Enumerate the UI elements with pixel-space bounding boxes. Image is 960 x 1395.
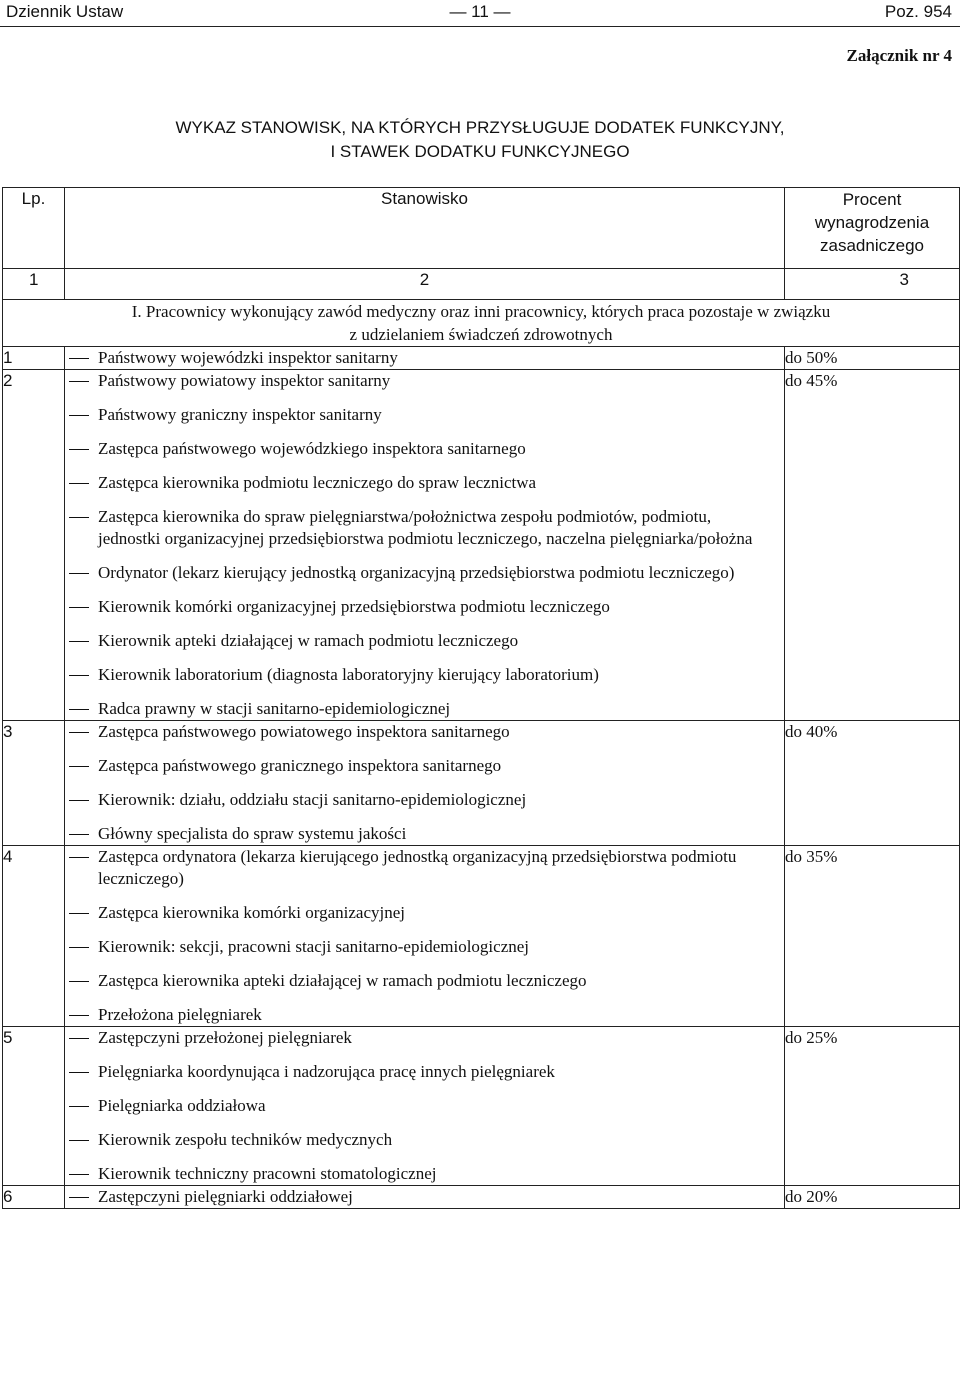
position-name: Zastępca państwowego wojewódzkiego inspektora sanitarnego [98,439,526,458]
dash-icon [69,1106,89,1107]
position-name: Przełożona pielęgniarek [98,1005,262,1024]
position-name: Państwowy graniczny inspektor sanitarny [98,405,382,424]
position-name: Kierownik techniczny pracowni stomatologicznej [98,1164,437,1183]
dash-icon [69,641,89,642]
column-number-1: 1 [3,269,65,300]
row-lp: 1 [3,347,65,370]
dash-icon [69,709,89,710]
position-item [65,698,784,720]
dash-icon [69,857,89,858]
row-positions [65,347,785,370]
title-line-1: WYKAZ STANOWISK, NA KTÓRYCH PRZYSŁUGUJE DODATEK FUNKCYJNY, [175,118,785,137]
table-row [3,1186,960,1209]
position-name: Zastępca ordynatora (lekarza kierującego jednostką organizacyjną przedsiębiorstwa podmiotu leczniczego) [98,847,737,888]
position-item [65,789,784,811]
position-name: Zastępca kierownika do spraw pielęgniarstwa/położnictwa zespołu podmiotów, podmiotu, jednostki organizacyjnej przedsiębiorstwa podmiotu leczniczego, naczelna pielęgniarka/położna [98,507,753,548]
dash-icon [69,947,89,948]
position-item [65,721,784,743]
position-name: Pielęgniarka oddziałowa [98,1096,266,1115]
position-item [65,1061,784,1083]
dash-icon [69,1072,89,1073]
table-row [3,721,960,846]
page-number: — 11 — [449,2,511,21]
row-percent: do 40% [785,721,960,846]
dash-icon [69,358,89,359]
position-name: Radca prawny w stacji sanitarno-epidemiologicznej [98,699,451,718]
position-item [65,823,784,845]
position-item [65,1027,784,1049]
header-percent-line-3: zasadniczego [820,236,924,255]
position-name: Ordynator (lekarz kierujący jednostką organizacyjną przedsiębiorstwa podmiotu leczniczego) [98,563,735,582]
dash-icon [69,607,89,608]
position-item [65,846,784,890]
dash-icon [69,834,89,835]
header-row [3,188,960,269]
dash-icon [69,675,89,676]
header-percent-line-1: Procent [842,190,902,209]
dash-icon [69,1197,89,1198]
position-name: Kierownik komórki organizacyjnej przedsiębiorstwa podmiotu leczniczego [98,597,610,616]
section-heading-line-2: z udzielaniem świadczeń zdrowotnych [349,325,613,344]
page-header [0,0,960,27]
dash-icon [69,981,89,982]
position-item [65,970,784,992]
dash-icon [69,415,89,416]
row-positions [65,721,785,846]
row-lp: 5 [3,1027,65,1186]
dash-icon [69,1174,89,1175]
header-lp: Lp. [3,188,65,269]
position-number: Poz. 954 [884,2,952,21]
position-item [65,438,784,460]
header-percent-line-2: wynagrodzenia [814,213,930,232]
position-item [65,472,784,494]
position-item [65,755,784,777]
position-item [65,664,784,686]
position-name: Kierownik: sekcji, pracowni stacji sanitarno-epidemiologicznej [98,937,530,956]
row-lp: 6 [3,1186,65,1209]
dash-icon [69,573,89,574]
dash-icon [69,1015,89,1016]
position-item [65,1186,784,1208]
row-positions [65,1186,785,1209]
column-number-row [3,269,960,300]
column-number-3: 3 [785,269,960,300]
table-row [3,846,960,1027]
position-name: Zastępca państwowego powiatowego inspektora sanitarnego [98,722,510,741]
position-name: Główny specjalista do spraw systemu jakości [98,824,407,843]
position-item [65,936,784,958]
section-heading [3,300,960,347]
title-line-2: I STAWEK DODATKU FUNKCYJNEGO [330,142,630,161]
dash-icon [69,517,89,518]
position-item [65,506,784,550]
dash-icon [69,1038,89,1039]
dash-icon [69,381,89,382]
header-position: Stanowisko [65,188,785,269]
position-name: Zastępca kierownika podmiotu leczniczego do spraw lecznictwa [98,473,537,492]
row-percent: do 25% [785,1027,960,1186]
position-name: Zastępca państwowego granicznego inspektora sanitarnego [98,756,502,775]
position-item [65,1163,784,1185]
position-item [65,370,784,392]
position-name: Kierownik zespołu techników medycznych [98,1130,393,1149]
position-item [65,1004,784,1026]
position-item [65,630,784,652]
section-heading-line-1: I. Pracownicy wykonujący zawód medyczny oraz inni pracownicy, których praca pozostaje w związku [131,302,831,321]
position-name: Pielęgniarka koordynująca i nadzorująca pracę innych pielęgniarek [98,1062,555,1081]
dash-icon [69,732,89,733]
dash-icon [69,1140,89,1141]
row-percent: do 35% [785,846,960,1027]
section-row [3,300,960,347]
row-percent: do 20% [785,1186,960,1209]
dash-icon [69,766,89,767]
dash-icon [69,483,89,484]
table-row [3,1027,960,1186]
position-item [65,404,784,426]
position-name: Państwowy wojewódzki inspektor sanitarny [98,348,398,367]
column-number-2: 2 [65,269,785,300]
position-name: Kierownik: działu, oddziału stacji sanitarno-epidemiologicznej [98,790,527,809]
position-name: Kierownik laboratorium (diagnosta laboratoryjny kierujący laboratorium) [98,665,599,684]
row-percent: do 50% [785,347,960,370]
row-percent: do 45% [785,370,960,721]
position-item [65,902,784,924]
document-title [0,116,960,164]
dash-icon [69,800,89,801]
dash-icon [69,449,89,450]
position-name: Zastępczyni pielęgniarki oddziałowej [98,1187,353,1206]
annex-label: Załącznik nr 4 [846,46,952,65]
positions-table [2,187,960,1209]
position-name: Państwowy powiatowy inspektor sanitarny [98,371,391,390]
position-item [65,347,784,369]
table-row [3,347,960,370]
position-name: Zastępca kierownika komórki organizacyjnej [98,903,405,922]
header-percent [785,188,960,269]
row-lp: 2 [3,370,65,721]
position-item [65,596,784,618]
row-positions [65,370,785,721]
position-name: Zastępczyni przełożonej pielęgniarek [98,1028,352,1047]
position-item [65,1095,784,1117]
position-item [65,1129,784,1151]
dash-icon [69,913,89,914]
position-name: Zastępca kierownika apteki działającej w ramach podmiotu leczniczego [98,971,587,990]
position-name: Kierownik apteki działającej w ramach podmiotu leczniczego [98,631,519,650]
table-row [3,370,960,721]
row-lp: 4 [3,846,65,1027]
row-positions [65,1027,785,1186]
row-positions [65,846,785,1027]
row-lp: 3 [3,721,65,846]
position-item [65,562,784,584]
journal-name: Dziennik Ustaw [6,2,124,21]
